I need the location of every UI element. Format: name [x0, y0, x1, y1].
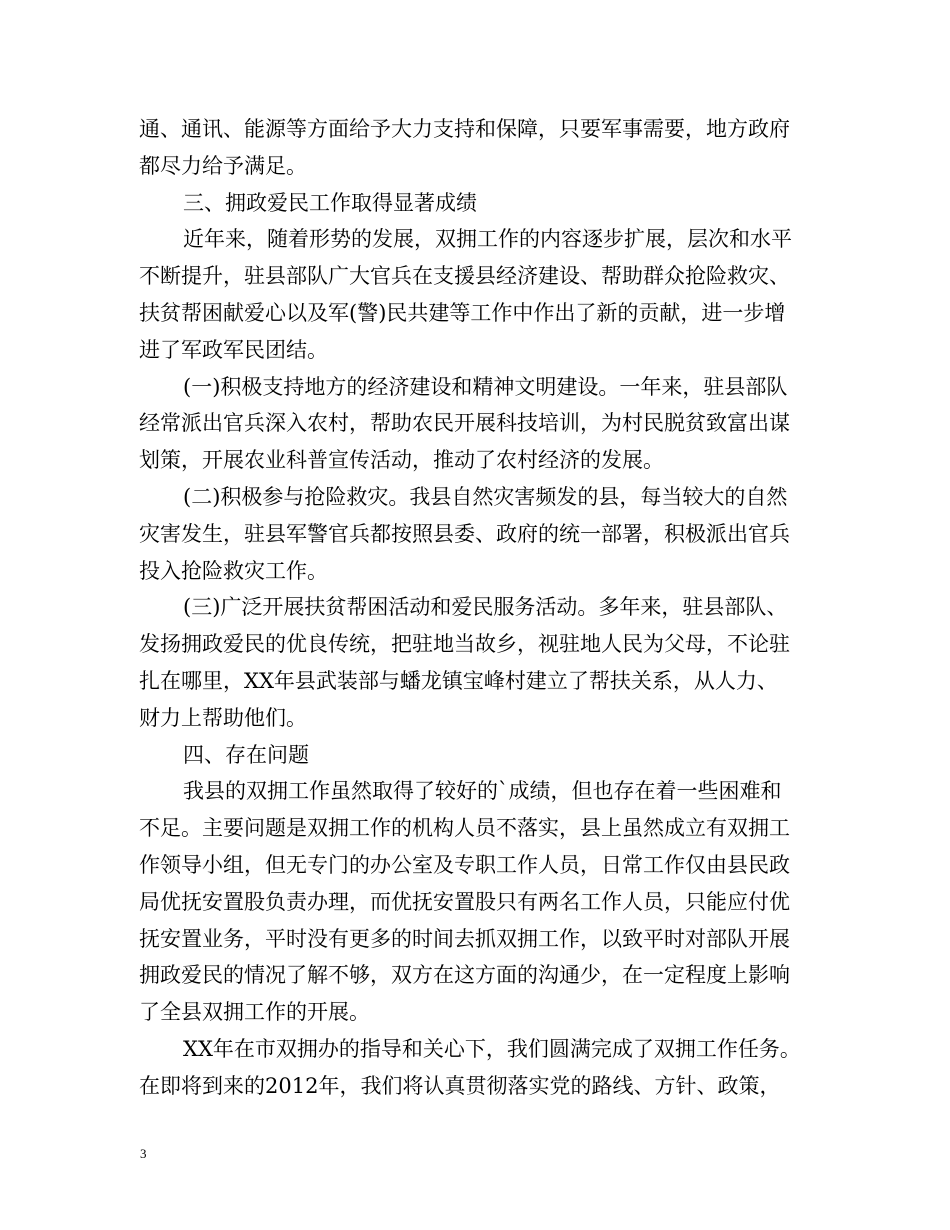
text-line: 不断提升，驻县部队广大官兵在支援县经济建设、帮助群众抢险救灾、	[139, 264, 790, 289]
text-line: 局优抚安置股负责办理，而优抚安置股只有两名工作人员，只能应付优	[139, 889, 790, 914]
document-body	[139, 111, 829, 1105]
text-line: 都尽力给予满足。	[139, 153, 307, 178]
text-line: 进了军政军民团结。	[139, 337, 328, 362]
text-line: 财力上帮助他们。	[139, 705, 307, 730]
text-line: 经常派出官兵深入农村，帮助农民开展科技培训，为村民脱贫致富出谋	[139, 411, 790, 436]
text-line: (三)广泛开展扶贫帮困活动和爱民服务活动。多年来，驻县部队、	[183, 595, 788, 620]
text-line: 扎在哪里，XX年县武装部与蟠龙镇宝峰村建立了帮扶关系，从人力、	[139, 668, 778, 693]
text-line: (一)积极支持地方的经济建设和精神文明建设。一年来，驻县部队	[183, 374, 788, 399]
text-line: (二)积极参与抢险救灾。我县自然灾害频发的县，每当较大的自然	[183, 484, 788, 509]
text-line: 近年来，随着形势的发展，双拥工作的内容逐步扩展，层次和水平	[183, 227, 792, 252]
text-line: 通、通讯、能源等方面给予大力支持和保障，只要军事需要，地方政府	[139, 117, 790, 141]
text-line: 发扬拥政爱民的优良传统，把驻地当故乡，视驻地人民为父母，不论驻	[139, 632, 790, 657]
text-line: 四、存在问题	[183, 742, 309, 767]
text-line: 划策，开展农业科普宣传活动，推动了农村经济的发展。	[139, 448, 664, 473]
text-line: 作领导小组，但无专门的办公室及专职工作人员，日常工作仅由县民政	[139, 852, 790, 877]
text-line: 扶贫帮困献爱心以及军(警)民共建等工作中作出了新的贡献，进一步增	[139, 300, 786, 325]
page-number: 3	[140, 1146, 147, 1161]
text-line: 拥政爱民的情况了解不够，双方在这方面的沟通少，在一定程度上影响	[139, 963, 790, 988]
text-line: 抚安置业务，平时没有更多的时间去抓双拥工作，以致平时对部队开展	[139, 926, 790, 951]
text-line: 了全县双拥工作的开展。	[139, 1000, 370, 1025]
text-line: 不足。主要问题是双拥工作的机构人员不落实，县上虽然成立有双拥工	[139, 816, 790, 841]
text-line: XX年在市双拥办的指导和关心下，我们圆满完成了双拥工作任务。	[183, 1036, 801, 1061]
text-line: 三、拥政爱民工作取得显著成绩	[183, 190, 477, 215]
text-line: 投入抢险救灾工作。	[139, 558, 328, 583]
text-line: 灾害发生，驻县军警官兵都按照县委、政府的统一部署，积极派出官兵	[139, 521, 790, 546]
text-line: 我县的双拥工作虽然取得了较好的`成绩，但也存在着一些困难和	[183, 779, 782, 804]
text-line: 在即将到来的2012年，我们将认真贯彻落实党的路线、方针、政策，	[139, 1073, 781, 1098]
